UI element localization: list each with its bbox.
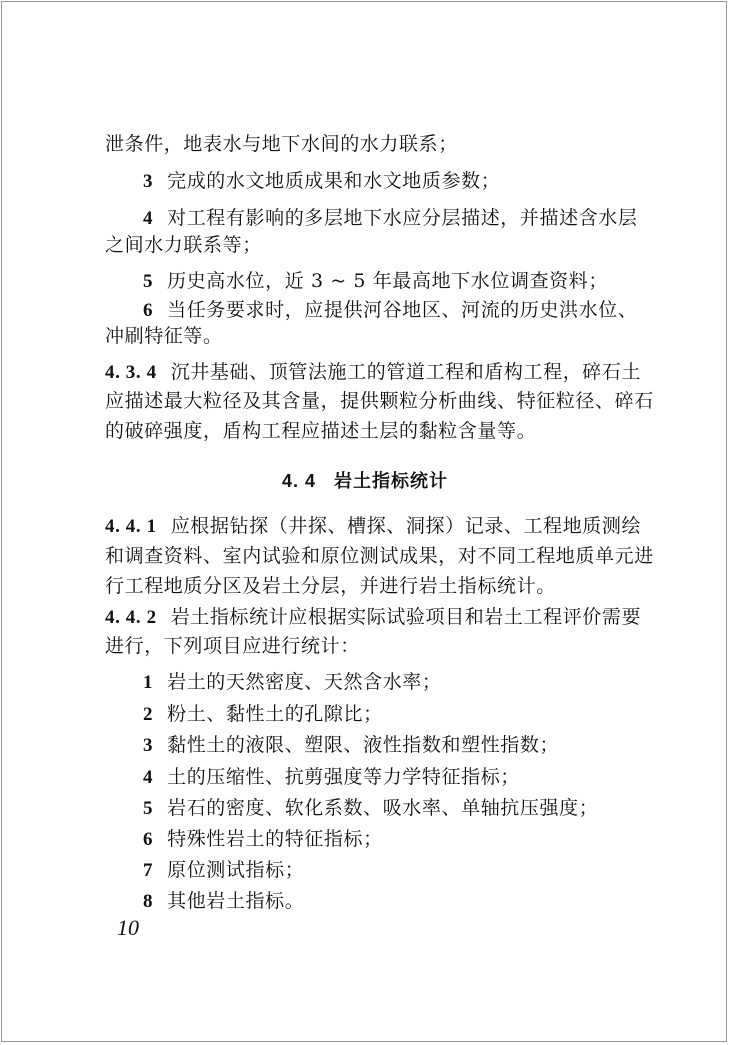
clause-line [105,389,654,413]
clause-line [105,419,536,443]
clause-4-4-1 [105,514,641,539]
clause-line [105,574,556,598]
item-number: 4 [143,208,154,229]
clause-number: 4. 3. 4 [105,362,157,383]
clause-4-3-4 [105,360,641,385]
item-text: 粉土、黏性土的孔隙比； [167,703,383,725]
clause-text: 和调查资料、室内试验和原位测试成果，对不同工程地质单元进 [105,545,654,567]
item-text: 完成的水文地质成果和水文地质参数； [167,170,501,192]
list-item [143,702,383,727]
section-title: 岩土指标统计 [334,471,449,492]
item-number: 6 [143,300,154,321]
list-item [143,765,520,790]
item-number: 5 [143,271,154,292]
list-item [143,827,383,852]
item-text: 原位测试指标； [167,859,305,881]
paragraph-text: 泄条件，地表水与地下水间的水力联系； [105,133,458,155]
clause-line [105,544,654,568]
list-item-continuation [105,233,262,257]
item-number: 3 [143,171,154,192]
item-text: 岩石的密度、软化系数、吸水率、单轴抗压强度； [167,797,599,819]
item-text: 土的压缩性、抗剪强度等力学特征指标； [167,766,520,788]
clause-text: 行工程地质分区及岩土分层，并进行岩土指标统计。 [105,575,556,597]
item-text: 之间水力联系等； [105,234,262,256]
clause-line [105,634,360,658]
list-item [143,169,500,194]
clause-text: 的破碎强度，盾构工程应描述土层的黏粒含量等。 [105,420,537,442]
item-number: 7 [143,860,154,881]
clause-text: 岩土指标统计应根据实际试验项目和岩土工程评价需要 [170,606,642,628]
list-item-continuation [105,324,223,348]
clause-text: 进行，下列项目应进行统计： [105,635,360,657]
item-text: 其他岩土指标。 [167,890,305,912]
item-text: 岩土的天然密度、天然含水率； [167,671,442,693]
item-text: 历史高水位，近 3 ~ 5 年最高地下水位调查资料； [167,270,608,292]
list-item [143,269,608,294]
item-number: 6 [143,829,154,850]
list-item [143,889,304,914]
clause-text: 沉井基础、顶管法施工的管道工程和盾构工程，碎石土 [170,361,642,383]
clause-number: 4. 4. 1 [105,516,157,537]
item-number: 4 [143,767,154,788]
item-text: 当任务要求时，应提供河谷地区、河流的历史洪水位、 [167,299,638,321]
paragraph-continuation [105,132,458,156]
clause-text: 应根据钻探（井探、槽探、洞探）记录、工程地质测绘 [170,515,642,537]
clause-4-4-2 [105,605,641,630]
list-item [143,670,442,695]
item-text: 冲刷特征等。 [105,325,223,347]
item-number: 2 [143,704,154,725]
list-item [143,206,638,231]
clause-text: 应描述最大粒径及其含量，提供颗粒分析曲线、特征粒径、碎石 [105,390,654,412]
item-number: 8 [143,891,154,912]
list-item [143,858,304,883]
page-number: 10 [117,915,139,940]
item-number: 5 [143,798,154,819]
section-number: 4. 4 [281,471,317,491]
item-number: 1 [143,672,154,693]
list-item [143,298,638,323]
list-item [143,796,598,821]
section-heading [0,469,730,494]
item-text: 特殊性岩土的特征指标； [167,828,383,850]
item-text: 黏性土的液限、塑限、液性指数和塑性指数； [167,734,560,756]
item-number: 3 [143,735,154,756]
clause-number: 4. 4. 2 [105,607,157,628]
item-text: 对工程有影响的多层地下水应分层描述，并描述含水层 [167,207,638,229]
list-item [143,733,559,758]
